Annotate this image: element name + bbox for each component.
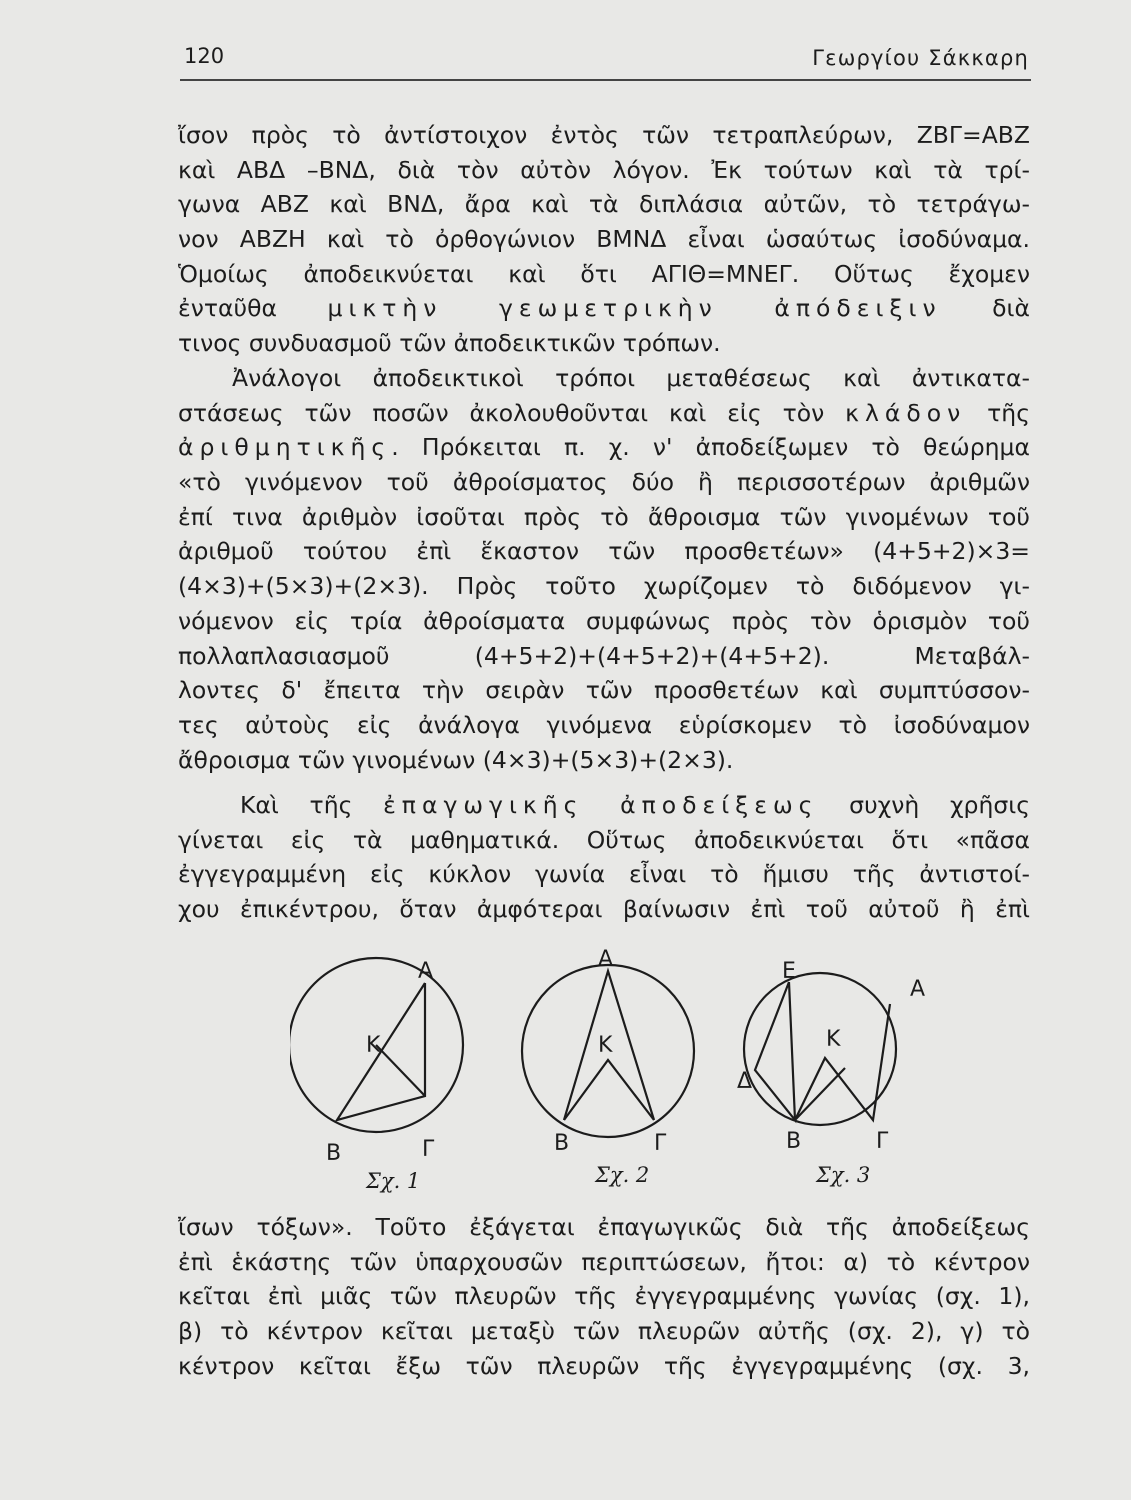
- text-line: ἐγγεγραμμένη εἰς κύκλον γωνία εἶναι τὸ ἥμισυ τῆς ἀντιστοί-: [178, 860, 1030, 889]
- text-line: χου ἐπικέντρου, ὅταν ἀμφότεραι βαίνωσιν ἐπὶ τοῦ αὐτοῦ ἢ ἐπὶ: [178, 895, 1030, 924]
- paragraph-1: [178, 118, 1030, 361]
- header-rule: [180, 79, 1031, 81]
- text-line: γωνα ΑΒΖ καὶ ΒΝΔ, ἄρα καὶ τὰ διπλάσια αὐτῶν, τὸ τετράγω-: [178, 190, 1030, 219]
- fig1-label-A: Α: [418, 959, 434, 984]
- figures-svg: [290, 948, 1040, 1203]
- text-line: κεῖται ἐπὶ μιᾶς τῶν πλευρῶν τῆς ἐγγεγραμμένης γωνίας (σχ. 1),: [178, 1282, 1030, 1311]
- figure-3-lines-right: [795, 1004, 890, 1120]
- text-line: «τὸ γινόμενον τοῦ ἀθροίσματος δύο ἢ περισσοτέρων ἀριθμῶν: [178, 468, 1030, 497]
- figure-2-radii: [564, 1060, 654, 1120]
- paragraph-4: [178, 1210, 1030, 1383]
- figure-3-line-mid: [795, 1068, 845, 1120]
- text-line: ἐνταῦθα μικτὴν γεωμετρικὴν ἀπόδειξιν διὰ: [178, 294, 1030, 323]
- figure-3-circle: [744, 973, 896, 1125]
- text-line: ἀριθμητικῆς. Πρόκειται π. χ. ν' ἀποδείξωμεν τὸ θεώρημα: [178, 433, 1030, 462]
- text-line: ἄθροισμα τῶν γινομένων (4×3)+(5×3)+(2×3).: [178, 745, 734, 774]
- text-line: β) τὸ κέντρον κεῖται μεταξὺ τῶν πλευρῶν αὐτῆς (σχ. 2), γ) τὸ: [178, 1317, 1030, 1346]
- spaced-emphasis: μικτὴν γεωμετρικὴν ἀπόδειξιν: [327, 294, 942, 323]
- spaced-emphasis: κλάδον: [845, 398, 967, 427]
- text-line: νον ΑΒΖΗ καὶ τὸ ὀρθογώνιον ΒΜΝΔ εἶναι ὡσαύτως ἰσοδύναμα.: [178, 225, 1030, 254]
- text-line: γίνεται εἰς τὰ μαθηματικά. Οὕτως ἀποδεικνύεται ὅτι «πᾶσα: [178, 825, 1030, 854]
- fig3-label-E: Ε: [782, 959, 796, 984]
- paragraph-3: [178, 788, 1030, 927]
- spaced-emphasis: ἐπαγωγικῆς ἀποδείξεως: [383, 791, 819, 819]
- figure-3-caption: Σχ. 3: [816, 1163, 871, 1187]
- fig3-label-D: Δ: [737, 1069, 753, 1094]
- text-line: ἐπὶ ἑκάστης τῶν ὑπαρχουσῶν περιπτώσεων, ἤτοι: α) τὸ κέντρον: [178, 1247, 1030, 1276]
- running-header-author: Γεωργίου Σάκκαρη: [812, 46, 1029, 70]
- text-line: κέντρον κεῖται ἔξω τῶν πλευρῶν τῆς ἐγγεγραμμένης (σχ. 3,: [178, 1351, 1030, 1380]
- text-line: ἐπί τινα ἀριθμὸν ἰσοῦται πρὸς τὸ ἄθροισμα τῶν γινομένων τοῦ: [178, 502, 1030, 531]
- text-line: ἀριθμοῦ τούτου ἐπὶ ἕκαστον τῶν προσθετέων» (4+5+2)×3=: [178, 537, 1030, 566]
- figure-2-caption: Σχ. 2: [595, 1163, 650, 1187]
- page-number: 120: [184, 44, 225, 68]
- text-line: νόμενον εἰς τρία ἀθροίσματα συμφώνως πρὸς τὸν ὁρισμὸν τοῦ: [178, 606, 1030, 635]
- paragraph-2: [178, 361, 1030, 777]
- text-line: καὶ ΑΒΔ –ΒΝΔ, διὰ τὸν αὐτὸν λόγον. Ἐκ τούτων καὶ τὰ τρί-: [178, 155, 1030, 184]
- fig2-label-B: Β: [554, 1131, 570, 1156]
- fig1-label-K: Κ: [366, 1033, 381, 1058]
- text-line: πολλαπλασιασμοῦ (4+5+2)+(4+5+2)+(4+5+2). Μεταβάλ-: [178, 641, 1030, 670]
- fig3-label-K: Κ: [826, 1027, 841, 1052]
- fig1-label-B: Β: [326, 1141, 342, 1166]
- text-line: ἴσων τόξων». Τοῦτο ἐξάγεται ἐπαγωγικῶς διὰ τῆς ἀποδείξεως: [178, 1213, 1030, 1241]
- geometry-figures: [290, 948, 1040, 1203]
- figure-1-radius: [376, 1045, 425, 1096]
- spaced-emphasis: ἀριθμητικῆς: [178, 433, 392, 462]
- text-line: τινος συνδυασμοῦ τῶν ἀποδεικτικῶν τρόπων.: [178, 329, 721, 358]
- fig3-label-B: Β: [786, 1129, 802, 1154]
- fig2-label-G: Γ: [654, 1131, 667, 1156]
- text-line: λοντες δ' ἔπειτα τὴν σειρὰν τῶν προσθετέων καὶ συμπτύσσον-: [178, 676, 1030, 705]
- text-line: τες αὐτοὺς εἰς ἀνάλογα γινόμενα εὑρίσκομεν τὸ ἰσοδύναμον: [178, 710, 1030, 739]
- fig2-label-K: Κ: [598, 1033, 613, 1058]
- figure-1-caption: Σχ. 1: [366, 1169, 421, 1193]
- fig1-label-G: Γ: [422, 1137, 435, 1162]
- text-line: Καὶ τῆς ἐπαγωγικῆς ἀποδείξεως συχνὴ χρῆσις: [240, 791, 1030, 819]
- text-line: (4×3)+(5×3)+(2×3). Πρὸς τοῦτο χωρίζομεν τὸ διδόμενον γι-: [178, 572, 1030, 601]
- text-line: Ὁμοίως ἀποδεικνύεται καὶ ὅτι ΑΓΙΘ=ΜΝΕΓ. Οὕτως ἔχομεν: [178, 259, 1030, 288]
- fig3-label-A: Α: [910, 977, 926, 1002]
- text-line: στάσεως τῶν ποσῶν ἀκολουθοῦνται καὶ εἰς τὸν κλάδον τῆς: [178, 398, 1030, 427]
- fig3-label-G: Γ: [876, 1129, 889, 1154]
- text-line: ἴσον πρὸς τὸ ἀντίστοιχον ἐντὸς τῶν τετραπλεύρων, ΖΒΓ=ΑΒΖ: [178, 121, 1030, 149]
- text-line: Ἀνάλογοι ἀποδεικτικοὶ τρόποι μεταθέσεως καὶ ἀντικατα-: [232, 364, 1030, 392]
- fig2-label-A: Α: [598, 948, 614, 972]
